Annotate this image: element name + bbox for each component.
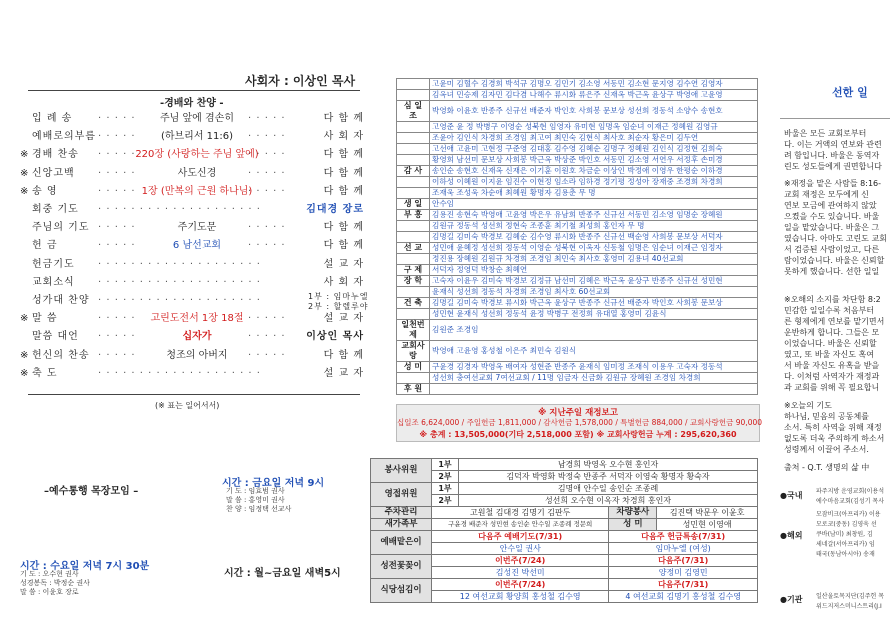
text-line: 려 함입니다. 바울은 동역자 <box>784 151 880 160</box>
offering-names: 고윤미 김혈수 김경희 박석규 김명오 김민기 김소영 서동민 김소현 문지영 김수연 김영자 <box>430 79 758 90</box>
offering-names: 송인순 송현호 신재옥 신재은 이기훈 이원호 차금순 이상인 박정애 이영우 한평순 이하경 <box>430 166 758 177</box>
order-dots: · · · · · <box>248 149 286 161</box>
offering-names-row <box>397 177 758 188</box>
service-group-head: 봉사위원 <box>371 459 432 483</box>
rice-names: 성민현 이영애 <box>657 519 758 531</box>
offering-category <box>397 144 430 155</box>
offering-names <box>430 384 758 395</box>
offering-category <box>397 188 430 199</box>
offering-names: 고숙자 이윤우 김미숙 박경보 김정규 남선미 김혜은 박근옥 윤상구 반종주 신규선 성민현 <box>430 276 758 287</box>
order-dots: · · · · · <box>98 240 136 252</box>
order-dots: · · · · · <box>248 313 286 325</box>
service-week-head: 식당섬김이 <box>371 579 432 603</box>
offering-names: 안수임 <box>430 199 758 210</box>
text-line: 교회 재정은 모두에게 신 <box>784 190 869 199</box>
offering-names-row <box>397 276 758 287</box>
order-label: 말 씀 <box>32 313 58 325</box>
missions-domestic-list <box>816 487 884 507</box>
offering-category <box>397 254 430 265</box>
text-line: 에수마음교회(김성기 목사 <box>816 498 885 505</box>
devotion-paragraph-3 <box>784 294 884 393</box>
offering-names-row <box>397 199 758 210</box>
text-line: 소서. 특히 사역을 위해 재정 <box>784 423 882 432</box>
order-dots: · · · · · <box>248 185 286 197</box>
text-line: 서 검증된 사람이었고, 다른 <box>784 245 880 254</box>
text-line: 쿠바(남미) 최창원, 김 <box>816 531 873 538</box>
offering-category: 일천번제 <box>397 320 430 341</box>
offering-names: 고선애 고윤미 고현정 구준영 김대홍 김수영 김혜순 김명구 정혜원 김인식 김정현 김희숙 <box>430 144 758 155</box>
service-week-head: 예배맡은이 <box>371 531 432 555</box>
week-a-title: 다음주 예배기도(7/31) <box>432 531 609 543</box>
service-part: 1부 <box>432 483 459 495</box>
text-line: 으켰을 수도 있습니다. 바울 <box>784 212 880 221</box>
order-dots: · · · · · · · · · · · · · · · · · · · · <box>98 258 261 270</box>
order-label: 송 영 <box>32 185 58 197</box>
order-dots: · · · · · <box>98 349 136 361</box>
offering-names-row <box>397 362 758 373</box>
order-dots: · · · · · · · · · · · · · · · · · · · · <box>98 204 261 215</box>
offering-names-row <box>397 79 758 90</box>
order-mark: ※ <box>20 149 29 161</box>
order-label: 교회소식 <box>32 276 75 288</box>
offering-category: 구 제 <box>397 265 430 276</box>
service-names: 김덕자 박영화 박정숙 반종주 서덕자 이영숙 황명자 황숙자 <box>459 471 758 483</box>
friday-role: 찬 양 : 임정택 선교사 <box>226 505 292 513</box>
offering-title: ※ 지난주일 재정보고 <box>538 408 618 418</box>
devotion-paragraph-1 <box>784 128 882 172</box>
missions-agency-list <box>816 592 884 612</box>
text-line: 태국(동남아시아) 송재 <box>816 551 875 558</box>
order-label: 헌금기도 <box>32 258 75 270</box>
order-content: 1장 (만복의 근원 하나님) <box>141 185 253 197</box>
offering-names: 김원규 정동석 성선희 정현숙 조종훈 최기철 최성희 홍인자 무 명 <box>430 221 758 232</box>
order-row <box>20 292 369 311</box>
week-a-value: 안수일 권사 <box>432 543 609 555</box>
text-line: 없도록 더욱 주의하게 하소서 <box>784 434 885 443</box>
week-a-title: 이번주(7/24) <box>432 555 609 567</box>
order-person: 다 함 께 <box>323 185 364 197</box>
order-row <box>20 256 365 274</box>
friday-role: 말 씀 : 홍영미 권사 <box>226 496 285 504</box>
order-label: 주님의 기도 <box>32 222 90 234</box>
offering-category <box>397 373 430 384</box>
order-person: 다 함 께 <box>323 149 364 161</box>
order-row <box>20 146 365 164</box>
offering-names-row <box>397 341 758 362</box>
order-dots: · · · · · <box>98 167 136 179</box>
text-line: 파주지방 운영교회(이용석 <box>816 488 885 495</box>
divider-bottom <box>28 394 360 395</box>
order-dots: · · · · · <box>248 113 286 124</box>
order-mark: ※ <box>20 167 29 179</box>
missions-overseas-list <box>816 510 881 560</box>
missions-overseas-label: ●해외 <box>780 531 803 540</box>
wednesday-roles <box>20 570 90 597</box>
offering-names: 정진용 장혜원 김원규 차경희 조경임 최민숙 최사호 홍영미 김용녀 40선교회 <box>430 254 758 265</box>
offering-category <box>397 90 430 101</box>
offering-names-row <box>397 320 758 341</box>
offering-names-row <box>397 287 758 298</box>
order-dots: · · · · · · · · · · · · · · · · · · · · <box>98 276 261 288</box>
service-names: 성선희 오수현 이옥자 차경희 홍인자 <box>459 495 758 507</box>
rice-head: 성 미 <box>609 519 657 531</box>
offering-category: 선 교 <box>397 243 430 254</box>
service-part: 2부 <box>432 495 459 507</box>
offering-category <box>397 177 430 188</box>
order-content: 청조의 아버지 <box>166 349 228 361</box>
offering-names: 성민현 윤재식 성선희 정동석 윤정 박병구 전정희 유대열 홍영미 김윤식 <box>430 309 758 320</box>
order-dots: · · · · · <box>98 222 136 234</box>
week-a-value: 12 여선교회 황양희 홍성철 김수영 <box>432 591 609 603</box>
friday-role: 기 도 : 임효범 권사 <box>226 487 285 495</box>
order-person: 설 교 자 <box>323 258 364 270</box>
order-dots: · · · · · · · · · · · · · · · · · · · · <box>98 295 261 306</box>
offering-report <box>396 404 763 442</box>
offering-names-row <box>397 373 758 384</box>
week-a-value: 김성진 박선미 <box>432 567 609 579</box>
text-line: 민감한 일일수록 처음부터 <box>784 306 875 315</box>
text-line: 람이었습니다. 바울은 신뢰할 <box>784 256 885 265</box>
week-b-title: 다음주(7/31) <box>609 555 758 567</box>
text-line: 못하게 했습니다. 선한 일일 <box>784 267 880 276</box>
order-row <box>20 310 365 328</box>
offering-names-row <box>397 265 758 276</box>
offering-names: 성선희 충여선교회 7여선교회 / 11명 임금자 신금화 김원규 장혜원 조경임 차경희 <box>430 373 758 384</box>
order-person: 다 함 께 <box>323 349 364 361</box>
newcomer-head: 새가족부 <box>371 519 432 531</box>
order-dots: · · · · · <box>98 131 136 143</box>
offering-category: 성 미 <box>397 362 430 373</box>
text-line: 위드지저스미니스트리(J.I <box>816 603 882 610</box>
officiant-line: 사회자 : 이상인 목사 <box>245 74 356 88</box>
text-line: 과 교회를 위해 꼭 필요합니 <box>784 383 880 392</box>
wednesday-service-time: 시간 : 수요일 저녁 7시 30분 <box>20 561 150 572</box>
divider-top <box>28 90 360 91</box>
devotion-paragraph-2 <box>784 178 887 277</box>
vehicle-head: 차량봉사 <box>609 507 657 519</box>
friday-meeting-title: –예수통행 목장모임 – <box>44 486 139 497</box>
wednesday-role: 말 씀 : 이윤호 장로 <box>20 588 79 596</box>
order-row <box>20 165 365 183</box>
week-b-title: 다음주 헌금특송(7/31) <box>609 531 758 543</box>
offering-category <box>397 122 430 133</box>
text-line: 운반하게 합니다. 그들은 모 <box>784 328 880 337</box>
offering-category: 장 학 <box>397 276 430 287</box>
order-person: 다 함 께 <box>323 113 364 124</box>
service-week-head: 성전꽃꽂이 <box>371 555 432 579</box>
order-row <box>20 365 365 383</box>
order-label: 성가대 찬양 <box>32 295 90 306</box>
order-person: 김대경 장로 <box>306 204 364 215</box>
order-mark: ※ <box>20 349 29 361</box>
missions-agency-label: ●기관 <box>780 595 803 604</box>
order-dots: · · · · · · · · · · · · · · · · · · · · <box>98 367 261 379</box>
text-line: 였습니다. 아마도 고린도 교회 <box>784 234 887 243</box>
offering-names: 박영애 고윤영 홍성철 이은주 최민숙 김원식 <box>430 341 758 362</box>
order-person: 사 회 자 <box>323 131 364 143</box>
offering-names: 김명길 김미숙 박경보 류시화 박근옥 윤상구 반종주 신규선 배준자 박인호 사희봉 문보상 <box>430 298 758 309</box>
parking-names: 고원철 김대경 김명기 김판두 <box>432 507 609 519</box>
offering-category: 교회사랑 <box>397 341 430 362</box>
offering-category <box>397 155 430 166</box>
order-label: 헌 금 <box>32 240 58 252</box>
wednesday-role: 성경봉독 : 박정순 권사 <box>20 579 90 587</box>
offering-names-row <box>397 210 758 221</box>
order-row <box>20 347 365 365</box>
offering-names: 박영화 이윤호 반종주 신규선 배준자 박인호 사희봉 문보상 성선희 정동석 소양수 송현호 <box>430 101 758 122</box>
order-dots: · · · · · <box>248 349 286 361</box>
text-line: 린도 성도들에게 권면합니다 <box>784 162 882 171</box>
offering-names-row <box>397 133 758 144</box>
text-line: 서 바울 자신도 유혹을 받을 <box>784 361 880 370</box>
friday-meeting-time: 시간 : 금요일 저녁 9시 <box>222 478 325 489</box>
dawn-prayer-time: 시간 : 월~금요일 새벽5시 <box>224 568 341 579</box>
offering-names: 성민애 윤혜정 성선희 정동석 이영순 성북현 이옥자 신동철 임명은 임순녀 이재근 임정자 <box>430 243 758 254</box>
service-names: 김명애 안수일 송인순 조종례 <box>459 483 758 495</box>
offering-names: 김원준 조경임 <box>430 320 758 341</box>
service-part: 1부 <box>432 459 459 471</box>
order-content: 사도신경 <box>177 167 217 179</box>
order-person: 다 함 께 <box>323 240 364 252</box>
offering-names-row <box>397 90 758 101</box>
order-label: 헌신의 찬송 <box>32 349 90 361</box>
week-a-title: 이번주(7/24) <box>432 579 609 591</box>
order-row <box>20 219 365 237</box>
week-b-value: 4 여선교회 김명기 홍성철 김수영 <box>609 591 758 603</box>
offering-names: 황영희 남선미 문보상 사희봉 박근옥 박상준 박인호 서동민 김소영 서연우 서정후 손미경 <box>430 155 758 166</box>
offering-category: 건 축 <box>397 298 430 309</box>
text-line: 성령께서 이끌어 주소서. <box>784 445 869 454</box>
text-line: ※재정을 맡은 사람들 8:16- <box>784 179 882 188</box>
offering-category <box>397 221 430 232</box>
text-line: 하나님, 믿음의 공동체를 <box>784 412 869 421</box>
offering-category <box>397 79 430 90</box>
standing-note: (※ 표는 일어서서) <box>155 401 220 410</box>
text-line: 다. 이는 거액의 연보와 관련 <box>784 140 882 149</box>
offering-names-row <box>397 309 758 320</box>
missions-domestic-label: ●국내 <box>780 491 803 500</box>
order-content: 220장 (사랑하는 주님 앞에) <box>135 149 259 161</box>
offering-category: 부 흥 <box>397 210 430 221</box>
offering-names: 고영준 윤 정 박병구 이영순 성북현 임영자 유미현 임명옥 임순녀 이재근 정혜원 김영규 <box>430 122 758 133</box>
offering-names: 이하성 이혜원 이지윤 임진수 이현정 임소라 임하경 정기평 정성아 장재중 조경희 차경희 <box>430 177 758 188</box>
order-content: 십자가 <box>182 331 212 343</box>
order-content: 주기도문 <box>177 222 217 234</box>
offering-names-row <box>397 188 758 199</box>
order-dots: · · · · · <box>98 331 136 343</box>
offering-names-table <box>396 78 758 395</box>
offering-names-row <box>397 298 758 309</box>
order-row <box>20 237 365 255</box>
devotion-divider <box>780 118 890 119</box>
order-dots: · · · · · <box>98 185 136 197</box>
order-person: 1부 : 임마누엘 2부 : 할렐루야 <box>308 292 369 311</box>
offering-names-row <box>397 122 758 133</box>
order-person: 사 회 자 <box>323 276 364 288</box>
order-person: 이상인 목사 <box>306 331 364 343</box>
order-label: 입 례 송 <box>32 113 73 124</box>
devotion-source: 출처 - Q.T. 생명의 삶 中 <box>784 463 870 472</box>
friday-roles <box>226 487 291 514</box>
offering-names-row <box>397 101 758 122</box>
week-b-value: 양정미 김영민 <box>609 567 758 579</box>
order-dots: · · · · · <box>98 149 136 161</box>
order-dots: · · · · · <box>98 313 136 325</box>
order-content: (하브리서 11:6) <box>160 131 234 143</box>
order-person: 다 함 께 <box>323 167 364 179</box>
text-line: 다. 이처럼 사역자가 재정과 <box>784 372 880 381</box>
service-part: 2부 <box>432 471 459 483</box>
offering-category <box>397 287 430 298</box>
order-mark: ※ <box>20 185 29 197</box>
text-line: 세네갈(서아프리카) 임 <box>816 541 875 548</box>
offering-detail: 십일조 6,624,000 / 주일헌금 1,811,000 / 감사헌금 1,578,000 / 특별헌금 884,000 / 교회사랑헌금 90,000 <box>397 418 763 427</box>
order-row <box>20 274 365 292</box>
newcomer-names: 구윤경 배준자 성민현 송인순 안수일 조종례 정문희 <box>432 519 609 531</box>
order-label: 축 도 <box>32 367 58 379</box>
order-dots: · · · · · <box>248 240 286 252</box>
offering-names: 김용진 송현숙 박영애 고윤영 박은우 유남희 반종주 신규선 서동민 김소영 임명순 장혜원 <box>430 210 758 221</box>
order-dots: · · · · · <box>248 131 286 143</box>
order-content: 주님 앞에 겸손히 <box>160 113 234 124</box>
offering-total: ※ 총계 : 13,505,000(기타 2,518,000 포함) ※ 교회사랑헌금 누계 : 295,620,360 <box>419 430 737 439</box>
text-line: 였고, 또 바울 자신도 혹여 <box>784 350 874 359</box>
offering-category <box>397 133 430 144</box>
offering-names: 김옥녀 민승제 김자민 김다겸 나해수 류시화 류은주 신재옥 박근옥 윤상구 박영애 고윤영 <box>430 90 758 101</box>
order-label: 경배 찬송 <box>32 149 79 161</box>
week-b-title: 다음주(7/31) <box>609 579 758 591</box>
offering-names-row <box>397 232 758 243</box>
text-line: 이었습니다. 바울은 신뢰할 <box>784 339 877 348</box>
offering-names-row <box>397 384 758 395</box>
text-line: 바울은 모든 교회로부터 <box>784 129 867 138</box>
offering-category: 심 일 조 <box>397 101 430 122</box>
offering-names-row <box>397 254 758 265</box>
week-b-value: 임마누엘 (여성) <box>609 543 758 555</box>
text-line: 일산울토목지단(김주헌 목 <box>816 593 885 600</box>
weekly-service-table <box>370 458 758 603</box>
offering-category: 후 원 <box>397 384 430 395</box>
order-person: 설 교 자 <box>323 367 364 379</box>
text-line: 모로코(중동) 김영욱 선 <box>816 521 877 528</box>
offering-names: 조윤아 김인식 차경희 조경임 최고여 최민숙 김현식 최사호 최순자 황은미 김두연 <box>430 133 758 144</box>
offering-category: 감 사 <box>397 166 430 177</box>
parking-head: 주차관리 <box>371 507 432 519</box>
order-row <box>20 328 365 346</box>
order-row <box>20 183 365 201</box>
order-label: 회중 기도 <box>32 204 79 215</box>
vehicle-names: 김진택 박문우 이윤호 <box>657 507 758 519</box>
order-label: 신앙고백 <box>32 167 75 179</box>
offering-names-row <box>397 144 758 155</box>
order-dots: · · · · · <box>248 167 286 179</box>
order-row <box>20 201 365 219</box>
order-dots: · · · · · <box>248 222 286 234</box>
offering-names: 서덕자 정영덕 박창순 최혜연 <box>430 265 758 276</box>
order-label: 예배로의부름 <box>32 131 96 143</box>
offering-category <box>397 232 430 243</box>
order-row <box>20 128 365 146</box>
devotion-title: 선한 일 <box>832 86 868 99</box>
offering-names-row <box>397 243 758 254</box>
text-line: 일을 맡았습니다. 바울은 그 <box>784 223 880 232</box>
order-dots: · · · · · <box>98 113 136 124</box>
offering-names: 조재욱 조성욱 차순애 최혜원 황명자 김용춘 무 명 <box>430 188 758 199</box>
order-person: 설 교 자 <box>323 313 364 325</box>
text-line: 른 형제에게 연보를 맡기면서 <box>784 317 885 326</box>
order-mark: ※ <box>20 313 29 325</box>
text-line: ※오해의 소지를 차단함 8:2 <box>784 295 881 304</box>
offering-names: 윤재식 성선희 정동석 차경희 조경임 최사호 60선교회 <box>430 287 758 298</box>
devotion-prayer <box>784 400 884 455</box>
text-line: 모잠비크(아프리카) 이용 <box>816 511 881 518</box>
offering-names-row <box>397 221 758 232</box>
order-row <box>20 110 365 128</box>
offering-names-row <box>397 155 758 166</box>
offering-category <box>397 309 430 320</box>
worship-section-title: -경배와 찬양 - <box>160 98 224 109</box>
offering-names-row <box>397 166 758 177</box>
offering-names: 구윤경 김경자 박영옥 배여자 성현준 반종주 윤재식 임미정 조재식 이용우 고숙자 정동석 <box>430 362 758 373</box>
service-names: 남경희 박영옥 오수현 홍인자 <box>459 459 758 471</box>
text-line: 연보 모금에 관여하지 않았 <box>784 201 877 210</box>
order-label: 말씀 대언 <box>32 331 79 343</box>
order-content: 6 남선교회 <box>172 240 222 252</box>
order-dots: · · · · · <box>248 331 286 343</box>
order-content: 고린도전서 1장 18절 <box>150 313 244 325</box>
offering-names: 김명길 김미숙 박경보 김혜순 김수영 류시화 반종주 신규선 백순영 사희봉 문보상 서덕자 <box>430 232 758 243</box>
wednesday-role: 기 도 : 오수현 권사 <box>20 570 79 578</box>
order-person: 다 함 께 <box>323 222 364 234</box>
offering-category: 생 일 <box>397 199 430 210</box>
service-group-head: 영접위원 <box>371 483 432 507</box>
order-mark: ※ <box>20 367 29 379</box>
text-line: ※오늘의 기도 <box>784 401 832 410</box>
